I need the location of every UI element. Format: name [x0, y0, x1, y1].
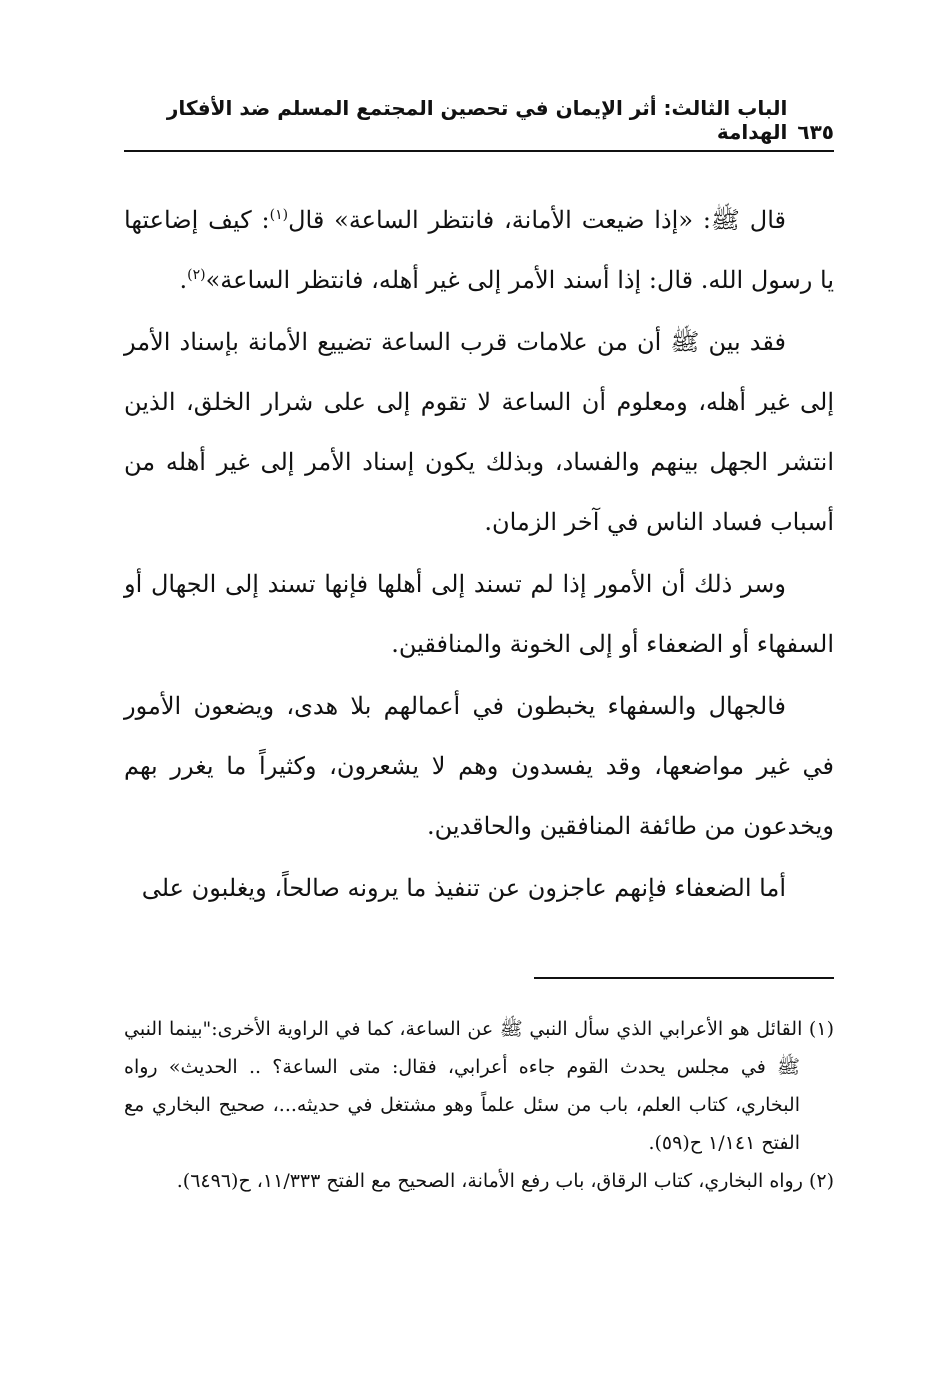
- paragraph-2: فقد بين ﷺ أن من علامات قرب الساعة تضييع الأمانة بإسناد الأمر إلى غير أهله، ومعلوم أن الساعة لا تقوم إلى على شرار الخلق، الذين انتشر الجهل بينهم والفساد، وبذلك يكون إسناد الأمر إلى غير أهله من أسباب فساد الناس في آخر الزمان.: [124, 328, 834, 536]
- footnote-ref-2: (٢): [187, 267, 206, 283]
- paragraph-1: [124, 190, 834, 310]
- paragraph-5: أما الضعفاء فإنهم عاجزون عن تنفيذ ما يرونه صالحاً، ويغلبون على: [141, 874, 786, 902]
- footnote-1: (١) القائل هو الأعرابي الذي سأل النبي ﷺ عن الساعة، كما في الراوية الأخرى:"بينما النبي ﷺ في مجلس يحدث القوم جاءه أعرابي، فقال: متى الساعة؟ .. الحديث» رواه البخاري، كتاب العلم، باب من سئل علماً وهو مشتغل في حديثه...، صحيح البخاري مع الفتح ١/١٤١ ح(٥٩).: [124, 1018, 834, 1154]
- running-title: الباب الثالث: أثر الإيمان في تحصين المجتمع المسلم ضد الأفكار الهدامة: [166, 96, 788, 144]
- page-number: ٦٣٥: [797, 120, 834, 144]
- footnote-separator: [534, 977, 834, 979]
- paragraph-4: فالجهال والسفهاء يخبطون في أعمالهم بلا هدى، ويضعون الأمور في غير مواضعها، وقد يفسدون وهم لا يشعرون، وكثيراً ما يغرر بهم ويخدعون من طائفة المنافقين والحاقدين.: [124, 692, 834, 840]
- paragraph-1-text-c: .: [179, 266, 188, 294]
- paragraph-1-text-b: : كيف إضاعتها يا رسول الله. قال: إذا أسند الأمر إلى غير أهله، فانتظر الساعة»: [124, 206, 834, 294]
- footnotes: [124, 1010, 834, 1200]
- running-header: [124, 96, 834, 152]
- paragraph-1-text-a: قال ﷺ: «إذا ضيعت الأمانة، فانتظر الساعة» قال: [288, 206, 786, 234]
- paragraph-3: وسر ذلك أن الأمور إذا لم تسند إلى أهلها فإنها تسند إلى الجهال أو السفهاء أو الضعفاء أو إلى الخونة والمنافقين.: [124, 570, 834, 658]
- footnote-ref-1: (١): [269, 207, 289, 223]
- footnote-2: (٢) رواه البخاري، كتاب الرقاق، باب رفع الأمانة، الصحيح مع الفتح ١١/٣٣٣، ح(٦٤٩٦).: [176, 1170, 834, 1192]
- main-text: [124, 190, 834, 920]
